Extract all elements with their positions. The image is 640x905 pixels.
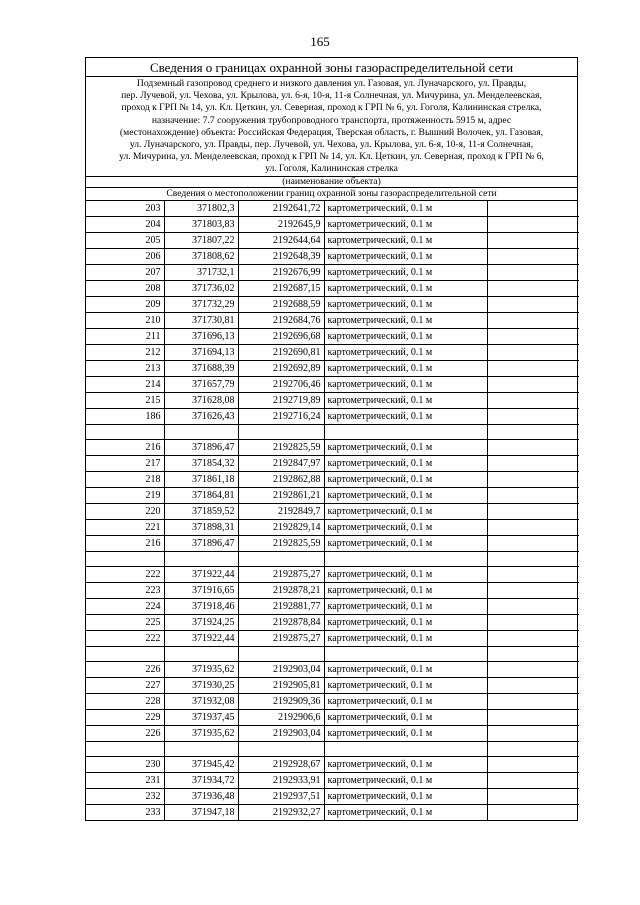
document-title: Сведения о границах охранной зоны газораспределительной сети: [86, 58, 577, 77]
x-coordinate-cell: 371924,25: [164, 614, 238, 630]
description-cell: [487, 725, 579, 741]
table-row: [86, 598, 579, 614]
method-cell: картометрический, 0.1 м: [324, 725, 487, 741]
method-cell: картометрический, 0.1 м: [324, 614, 487, 630]
table-row: [86, 408, 579, 424]
table-row: [86, 248, 579, 264]
table-row: [86, 503, 579, 519]
table-row: [86, 344, 579, 360]
method-cell: картометрический, 0.1 м: [324, 471, 487, 487]
description-cell: [487, 741, 579, 756]
y-coordinate-cell: 2192825,59: [238, 439, 324, 455]
y-coordinate-cell: 2192706,46: [238, 376, 324, 392]
x-coordinate-cell: 371859,52: [164, 503, 238, 519]
x-coordinate-cell: 371932,08: [164, 693, 238, 709]
x-coordinate-cell: 371922,44: [164, 630, 238, 646]
x-coordinate-cell: 371626,43: [164, 408, 238, 424]
x-coordinate-cell: 371732,1: [164, 264, 238, 280]
x-coordinate-cell: [164, 646, 238, 661]
method-cell: [324, 741, 487, 756]
method-cell: картометрический, 0.1 м: [324, 232, 487, 248]
y-coordinate-cell: [238, 551, 324, 566]
x-coordinate-cell: 371936,48: [164, 788, 238, 804]
method-cell: картометрический, 0.1 м: [324, 360, 487, 376]
method-cell: картометрический, 0.1 м: [324, 756, 487, 772]
y-coordinate-cell: 2192690,81: [238, 344, 324, 360]
point-number-cell: 226: [86, 661, 164, 677]
table-row: [86, 328, 579, 344]
page-number: 165: [310, 34, 330, 49]
y-coordinate-cell: 2192905,81: [238, 677, 324, 693]
y-coordinate-cell: 2192719,89: [238, 392, 324, 408]
point-number-cell: 220: [86, 503, 164, 519]
description-cell: [487, 201, 579, 217]
y-coordinate-cell: 2192847,97: [238, 455, 324, 471]
method-cell: картометрический, 0.1 м: [324, 503, 487, 519]
point-number-cell: 230: [86, 756, 164, 772]
x-coordinate-cell: 371935,62: [164, 725, 238, 741]
y-coordinate-cell: 2192903,04: [238, 725, 324, 741]
point-number-cell: 212: [86, 344, 164, 360]
point-number-cell: 222: [86, 630, 164, 646]
y-coordinate-cell: [238, 424, 324, 439]
x-coordinate-cell: 371937,45: [164, 709, 238, 725]
y-coordinate-cell: [238, 646, 324, 661]
description-cell: [487, 756, 579, 772]
x-coordinate-cell: 371898,31: [164, 519, 238, 535]
method-cell: [324, 424, 487, 439]
method-cell: картометрический, 0.1 м: [324, 264, 487, 280]
description-cell: [487, 344, 579, 360]
table-row: [86, 772, 579, 788]
y-coordinate-cell: 2192692,89: [238, 360, 324, 376]
x-coordinate-cell: [164, 551, 238, 566]
point-number-cell: 232: [86, 788, 164, 804]
x-coordinate-cell: 371916,65: [164, 582, 238, 598]
description-cell: [487, 519, 579, 535]
description-cell: [487, 630, 579, 646]
table-row: [86, 264, 579, 280]
description-cell: [487, 487, 579, 503]
x-coordinate-cell: 371930,25: [164, 677, 238, 693]
x-coordinate-cell: [164, 741, 238, 756]
method-cell: [324, 551, 487, 566]
table-row: [86, 280, 579, 296]
table-row: [86, 201, 579, 217]
description-cell: [487, 788, 579, 804]
x-coordinate-cell: 371730,81: [164, 312, 238, 328]
table-row: [86, 360, 579, 376]
y-coordinate-cell: 2192696,68: [238, 328, 324, 344]
table-row: [86, 566, 579, 582]
point-number-cell: 210: [86, 312, 164, 328]
description-cell: [487, 598, 579, 614]
description-cell: [487, 772, 579, 788]
method-cell: картометрический, 0.1 м: [324, 519, 487, 535]
point-number-cell: 209: [86, 296, 164, 312]
x-coordinate-cell: 371808,62: [164, 248, 238, 264]
x-coordinate-cell: 371945,42: [164, 756, 238, 772]
y-coordinate-cell: 2192862,88: [238, 471, 324, 487]
method-cell: [324, 646, 487, 661]
description-cell: [487, 503, 579, 519]
description-cell: [487, 248, 579, 264]
point-number-cell: 228: [86, 693, 164, 709]
point-number-cell: 204: [86, 216, 164, 232]
point-number-cell: 218: [86, 471, 164, 487]
description-cell: [487, 535, 579, 551]
table-row: [86, 582, 579, 598]
method-cell: картометрический, 0.1 м: [324, 376, 487, 392]
point-number-cell: 217: [86, 455, 164, 471]
x-coordinate-cell: 371694,13: [164, 344, 238, 360]
table-row: [86, 677, 579, 693]
table-row: [86, 296, 579, 312]
x-coordinate-cell: 371736,02: [164, 280, 238, 296]
method-cell: картометрический, 0.1 м: [324, 280, 487, 296]
y-coordinate-cell: 2192928,67: [238, 756, 324, 772]
description-cell: [487, 216, 579, 232]
table-separator-row: [86, 424, 579, 439]
point-number-cell: 216: [86, 439, 164, 455]
table-row: [86, 756, 579, 772]
x-coordinate-cell: 371861,18: [164, 471, 238, 487]
y-coordinate-cell: 2192644,64: [238, 232, 324, 248]
method-cell: картометрический, 0.1 м: [324, 392, 487, 408]
point-number-cell: [86, 424, 164, 439]
point-number-cell: 221: [86, 519, 164, 535]
y-coordinate-cell: 2192906,6: [238, 709, 324, 725]
table-row: [86, 709, 579, 725]
description-cell: [487, 677, 579, 693]
x-coordinate-cell: 371628,08: [164, 392, 238, 408]
description-cell: [487, 551, 579, 566]
method-cell: картометрический, 0.1 м: [324, 566, 487, 582]
y-coordinate-cell: 2192903,04: [238, 661, 324, 677]
method-cell: картометрический, 0.1 м: [324, 788, 487, 804]
table-separator-row: [86, 551, 579, 566]
y-coordinate-cell: 2192645,9: [238, 216, 324, 232]
description-cell: [487, 661, 579, 677]
y-coordinate-cell: 2192875,27: [238, 630, 324, 646]
table-row: [86, 471, 579, 487]
x-coordinate-cell: 371896,47: [164, 439, 238, 455]
y-coordinate-cell: 2192933,91: [238, 772, 324, 788]
point-number-cell: 233: [86, 804, 164, 820]
x-coordinate-cell: 371947,18: [164, 804, 238, 820]
y-coordinate-cell: 2192687,15: [238, 280, 324, 296]
method-cell: картометрический, 0.1 м: [324, 598, 487, 614]
description-cell: [487, 392, 579, 408]
point-number-cell: 213: [86, 360, 164, 376]
y-coordinate-cell: 2192878,21: [238, 582, 324, 598]
point-number-cell: 208: [86, 280, 164, 296]
x-coordinate-cell: 371688,39: [164, 360, 238, 376]
method-cell: картометрический, 0.1 м: [324, 709, 487, 725]
description-cell: [487, 232, 579, 248]
description-cell: [487, 312, 579, 328]
method-cell: картометрический, 0.1 м: [324, 804, 487, 820]
table-row: [86, 614, 579, 630]
x-coordinate-cell: 371657,79: [164, 376, 238, 392]
point-number-cell: 205: [86, 232, 164, 248]
description-cell: [487, 296, 579, 312]
description-cell: [487, 566, 579, 582]
y-coordinate-cell: 2192875,27: [238, 566, 324, 582]
y-coordinate-cell: 2192676,99: [238, 264, 324, 280]
y-coordinate-cell: 2192849,7: [238, 503, 324, 519]
table-separator-row: [86, 741, 579, 756]
description-cell: [487, 804, 579, 820]
y-coordinate-cell: 2192648,39: [238, 248, 324, 264]
point-number-cell: 219: [86, 487, 164, 503]
coordinates-table: [86, 201, 579, 820]
description-cell: [487, 408, 579, 424]
description-cell: [487, 582, 579, 598]
table-row: [86, 693, 579, 709]
method-cell: картометрический, 0.1 м: [324, 487, 487, 503]
point-number-cell: 203: [86, 201, 164, 217]
point-number-cell: 206: [86, 248, 164, 264]
point-number-cell: 224: [86, 598, 164, 614]
method-cell: картометрический, 0.1 м: [324, 312, 487, 328]
point-number-cell: [86, 741, 164, 756]
method-cell: картометрический, 0.1 м: [324, 772, 487, 788]
y-coordinate-cell: 2192881,77: [238, 598, 324, 614]
y-coordinate-cell: 2192641,72: [238, 201, 324, 217]
method-cell: картометрический, 0.1 м: [324, 248, 487, 264]
method-cell: картометрический, 0.1 м: [324, 630, 487, 646]
point-number-cell: 231: [86, 772, 164, 788]
x-coordinate-cell: 371922,44: [164, 566, 238, 582]
x-coordinate-cell: 371935,62: [164, 661, 238, 677]
table-row: [86, 804, 579, 820]
x-coordinate-cell: 371732,29: [164, 296, 238, 312]
x-coordinate-cell: 371807,22: [164, 232, 238, 248]
description-cell: [487, 709, 579, 725]
point-number-cell: 223: [86, 582, 164, 598]
section-title: Сведения о местоположении границ охранной зоны газораспределительной сети: [86, 188, 577, 201]
boundary-document: [85, 57, 578, 821]
method-cell: картометрический, 0.1 м: [324, 693, 487, 709]
table-row: [86, 788, 579, 804]
y-coordinate-cell: 2192861,21: [238, 487, 324, 503]
y-coordinate-cell: 2192716,24: [238, 408, 324, 424]
description-cell: [487, 455, 579, 471]
point-number-cell: 225: [86, 614, 164, 630]
method-cell: картометрический, 0.1 м: [324, 535, 487, 551]
description-cell: [487, 614, 579, 630]
y-coordinate-cell: 2192878,84: [238, 614, 324, 630]
table-row: [86, 535, 579, 551]
object-name-caption: (наименование объекта): [86, 177, 577, 188]
x-coordinate-cell: 371918,46: [164, 598, 238, 614]
x-coordinate-cell: 371896,47: [164, 535, 238, 551]
table-row: [86, 725, 579, 741]
point-number-cell: [86, 646, 164, 661]
point-number-cell: 227: [86, 677, 164, 693]
y-coordinate-cell: 2192684,76: [238, 312, 324, 328]
x-coordinate-cell: [164, 424, 238, 439]
x-coordinate-cell: 371803,83: [164, 216, 238, 232]
table-row: [86, 232, 579, 248]
table-row: [86, 519, 579, 535]
x-coordinate-cell: 371696,13: [164, 328, 238, 344]
point-number-cell: 216: [86, 535, 164, 551]
x-coordinate-cell: 371802,3: [164, 201, 238, 217]
x-coordinate-cell: 371854,32: [164, 455, 238, 471]
y-coordinate-cell: 2192909,36: [238, 693, 324, 709]
description-cell: [487, 693, 579, 709]
description-cell: [487, 360, 579, 376]
method-cell: картометрический, 0.1 м: [324, 408, 487, 424]
table-row: [86, 439, 579, 455]
table-row: [86, 661, 579, 677]
description-cell: [487, 280, 579, 296]
point-number-cell: 222: [86, 566, 164, 582]
description-cell: [487, 328, 579, 344]
method-cell: картометрический, 0.1 м: [324, 201, 487, 217]
description-cell: [487, 646, 579, 661]
y-coordinate-cell: [238, 741, 324, 756]
object-description: [86, 77, 577, 177]
method-cell: картометрический, 0.1 м: [324, 677, 487, 693]
point-number-cell: 186: [86, 408, 164, 424]
description-cell: [487, 264, 579, 280]
y-coordinate-cell: 2192825,59: [238, 535, 324, 551]
x-coordinate-cell: 371934,72: [164, 772, 238, 788]
method-cell: картометрический, 0.1 м: [324, 455, 487, 471]
table-row: [86, 455, 579, 471]
point-number-cell: 229: [86, 709, 164, 725]
method-cell: картометрический, 0.1 м: [324, 344, 487, 360]
point-number-cell: 215: [86, 392, 164, 408]
table-row: [86, 312, 579, 328]
point-number-cell: 207: [86, 264, 164, 280]
object-description-text: Подземный газопровод среднего и низкого давления ул. Газовая, ул. Луначарского, ул. Правды, пер. Лучевой, ул. Чехова, ул. Крылова, ул. 6-я, 10-я, 11-я Солнечная, ул. Мичурина, ул. Менделеевская, проход к ГРП № 14, ул. Кл. Цеткин, ул. Северная, проход к ГРП № 6, ул. Гоголя, Калининская стрелка, назначение: 7.7 сооружения трубопроводного транспорта, протяженность 5915 м, адрес (местонахождение) объекта: Российская Федерация, Тверская область, г. Вышний Волочек, ул. Газовая, ул. Луначарского, ул. Правды, пер. Лучевой, ул. Чехова, ул. Крылова, ул. 6-я, 10-я, 11-я Солнечная, ул. Мичурина, ул. Менделеевская, проход к ГРП № 14, ул. Кл. Цеткин, ул. Северная, проход к ГРП № 6, ул. Гоголя, Калининская стрелка: [119, 78, 544, 175]
method-cell: картометрический, 0.1 м: [324, 216, 487, 232]
y-coordinate-cell: 2192829,14: [238, 519, 324, 535]
method-cell: картометрический, 0.1 м: [324, 439, 487, 455]
table-row: [86, 630, 579, 646]
point-number-cell: 211: [86, 328, 164, 344]
description-cell: [487, 439, 579, 455]
point-number-cell: 214: [86, 376, 164, 392]
y-coordinate-cell: 2192688,59: [238, 296, 324, 312]
description-cell: [487, 471, 579, 487]
y-coordinate-cell: 2192937,51: [238, 788, 324, 804]
table-row: [86, 216, 579, 232]
point-number-cell: [86, 551, 164, 566]
table-row: [86, 392, 579, 408]
description-cell: [487, 376, 579, 392]
method-cell: картометрический, 0.1 м: [324, 661, 487, 677]
method-cell: картометрический, 0.1 м: [324, 582, 487, 598]
description-cell: [487, 424, 579, 439]
point-number-cell: 226: [86, 725, 164, 741]
method-cell: картометрический, 0.1 м: [324, 296, 487, 312]
x-coordinate-cell: 371864,81: [164, 487, 238, 503]
table-separator-row: [86, 646, 579, 661]
table-row: [86, 376, 579, 392]
y-coordinate-cell: 2192932,27: [238, 804, 324, 820]
table-row: [86, 487, 579, 503]
method-cell: картометрический, 0.1 м: [324, 328, 487, 344]
